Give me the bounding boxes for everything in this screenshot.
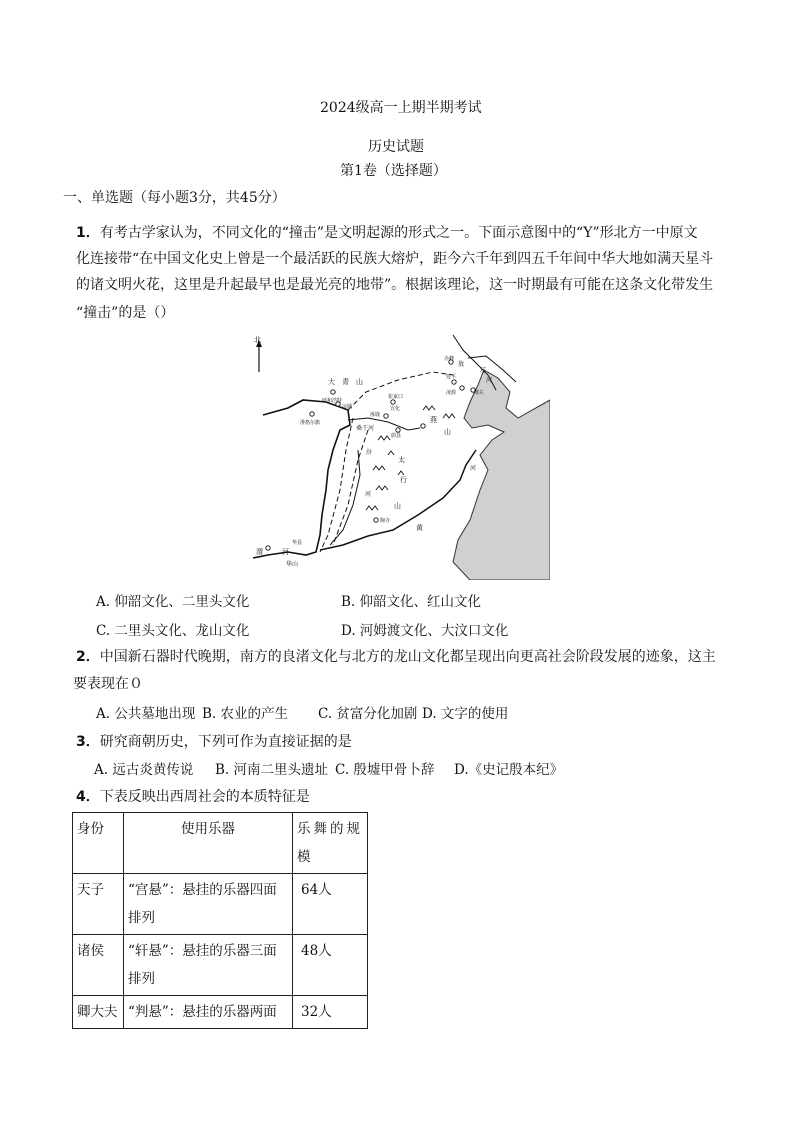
section-heading: 一、单选题（每小题3分，共45分）: [63, 190, 286, 206]
label-jianping: 建平: [446, 374, 457, 380]
q4-line: 4．下表反映出西周社会的本质特征是: [76, 789, 310, 805]
exam-title: 2024级高一上期半期考试: [320, 100, 482, 116]
north-label: 北: [254, 336, 261, 344]
label-yan-shan: 山: [444, 428, 451, 436]
label-sanggan-river: 桑干河: [356, 425, 375, 432]
yellow-river-lower: [320, 450, 476, 550]
taihang-mountains: [366, 436, 404, 510]
label-hang-shan: 山: [394, 502, 401, 510]
q2-line-1: 2．中国新石器时代晚期，南方的良渚文化与北方的龙山文化都呈现出向更高社会阶段发展的迹象，这主: [76, 649, 716, 665]
label-huhehaote: 呼和浩特: [322, 398, 343, 404]
label-zhangjiakou: 张家口: [388, 394, 404, 400]
label-yuxian: 蔚县: [391, 433, 402, 439]
sea-area: [453, 370, 550, 580]
table-row: [73, 996, 368, 1029]
q1-line-3: 的诸文明火花，这里是升起最早也是最光亮的地带”。根据该理论，这一时期最有可能在这条文化带发生: [76, 277, 714, 293]
subject-title: 历史试题: [368, 139, 424, 155]
label-zhuolu: 涿鹿: [370, 412, 381, 418]
label-taosi: 陶寺: [380, 518, 391, 524]
table-cell-instrument: “轩悬”：悬挂的乐器三面排列: [124, 935, 293, 996]
label-liao-he: 河: [486, 377, 493, 384]
q3-line: 3．研究商朝历史，下列可作为直接证据的是: [76, 734, 352, 750]
label-tai: 太: [398, 456, 405, 464]
table-header-instrument: 使用乐器: [124, 813, 293, 874]
q2-line-2: 要表现在０: [73, 676, 143, 692]
label-zhunger: 准格尔旗: [300, 420, 321, 426]
label-yan: 燕: [430, 416, 437, 424]
table-header-rank: 身份: [73, 813, 124, 874]
label-wei-he: 河: [282, 548, 289, 556]
label-fen-he: 河: [365, 491, 372, 498]
label-liangcheng: 凉城: [342, 404, 353, 410]
q2-option-b[interactable]: B. 农业的产生: [202, 706, 289, 722]
q1-option-c[interactable]: C. 二里头文化、龙山文化: [96, 623, 250, 639]
table-cell-scale: 64人: [293, 874, 368, 935]
volume-title: 第1卷（选择题）: [340, 163, 447, 179]
fen-river: [330, 450, 360, 545]
table-cell-rank: 诸侯: [73, 935, 124, 996]
label-ao: 敖: [458, 361, 465, 368]
q1-line-2: 化连接带“在中国文化史上曾是一个最活跃的民族大熔炉，距今六千年到四五千年间中华大地如满天星斗: [76, 251, 714, 267]
label-lingyuan: 凌源: [446, 390, 457, 396]
q3-option-c[interactable]: C. 殷墟甲骨卜辞: [335, 762, 435, 778]
q1-line-4: “撞击”的是（）: [76, 305, 175, 321]
label-chifeng: 赤峰: [444, 356, 455, 362]
q3-option-b[interactable]: B. 河南二里头遗址: [215, 762, 329, 778]
q1-line-1: 1．有考古学家认为，不同文化的“撞击”是文明起源的形式之一。下面示意图中的“Y”形北方一中原文: [76, 225, 698, 241]
music-ritual-table: [72, 812, 368, 1029]
label-wei: 渭: [256, 548, 263, 556]
q2-number: 2．: [76, 649, 100, 665]
label-huaxian: 华县: [292, 540, 303, 546]
label-liao: 辽: [480, 367, 487, 374]
q2-option-c[interactable]: C. 贫富分化加剧: [318, 706, 418, 722]
table-cell-scale: 32人: [293, 996, 368, 1029]
label-xuanhua: 宣化: [390, 406, 401, 412]
label-kazuo: 喀左: [474, 390, 485, 396]
label-huang: 黄: [416, 524, 423, 532]
q3-option-a[interactable]: A. 远古炎黄传说: [94, 762, 194, 778]
q2-option-a[interactable]: A. 公共墓地出现: [96, 706, 196, 722]
culture-belt-map: [248, 330, 550, 580]
table-header-scale: 乐舞的规模: [293, 813, 368, 874]
table-cell-scale: 48人: [293, 935, 368, 996]
table-cell-rank: 卿大夫: [73, 996, 124, 1029]
label-fen: 汾: [366, 449, 373, 456]
table-row: [73, 935, 368, 996]
q4-number: 4．: [76, 789, 100, 805]
q2-option-d[interactable]: D. 文字的使用: [422, 706, 509, 722]
q1-option-b[interactable]: B. 仰韶文化、红山文化: [341, 594, 482, 610]
label-hang: 行: [400, 476, 407, 484]
label-huashan: 华山: [286, 561, 299, 568]
table-cell-instrument: “宫悬”：悬挂的乐器四面排列: [124, 874, 293, 935]
q1-number: 1．: [76, 225, 100, 241]
q3-number: 3．: [76, 734, 100, 750]
table-cell-rank: 天子: [73, 874, 124, 935]
q1-option-a[interactable]: A. 仰韶文化、二里头文化: [96, 594, 250, 610]
label-daqing-mountain: 大 青 山: [328, 378, 363, 386]
yan-mountains: [423, 406, 455, 418]
table-row: [73, 874, 368, 935]
table-cell-instrument: “判悬”：悬挂的乐器两面: [124, 996, 293, 1029]
label-huang-he: 河: [470, 465, 477, 472]
q1-option-d[interactable]: D. 河姆渡文化、大汶口文化: [341, 623, 509, 639]
table-header-row: [73, 813, 368, 874]
q3-option-d[interactable]: D.《史记殷本纪》: [454, 762, 564, 778]
